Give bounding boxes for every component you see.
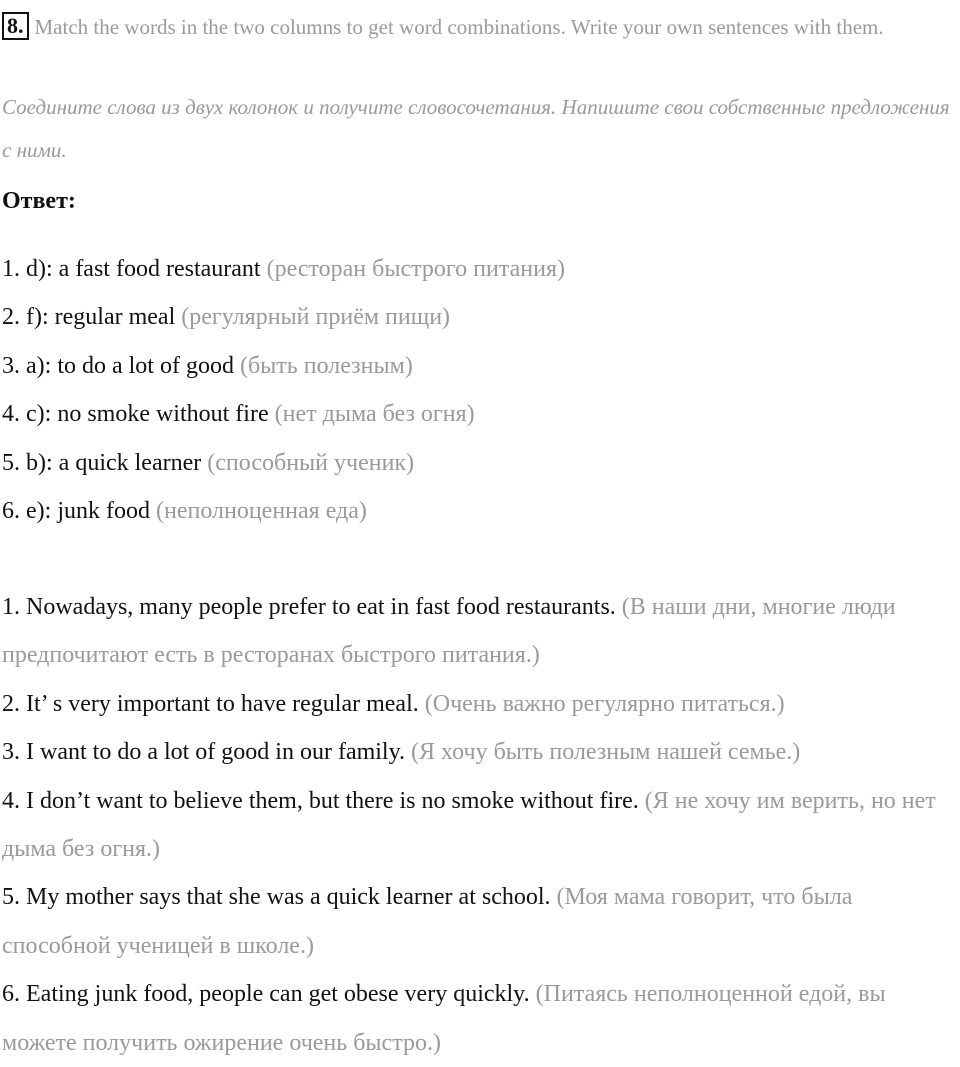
task-number: 8. <box>2 12 29 40</box>
sentence-en: 4. I don’t want to believe them, but there is no smoke without fire. <box>2 787 639 814</box>
sentence-en: 6. Eating junk food, people can get obese very quickly. <box>2 981 530 1008</box>
list-item <box>2 245 565 293</box>
sentence-en: 2. It’ s very important to have regular meal. <box>2 690 419 717</box>
match-list <box>2 245 565 535</box>
list-item <box>2 970 958 1067</box>
list-item <box>2 487 565 535</box>
match-en: 2. f): regular meal <box>2 304 176 331</box>
match-ru: (ресторан быстрого питания) <box>266 256 565 282</box>
match-ru: (способный ученик) <box>207 449 415 476</box>
list-item <box>2 439 565 487</box>
answer-label: Ответ: <box>2 188 76 214</box>
sentence-ru: (Я не хочу им верить, но нет дыма без огня.) <box>2 787 936 863</box>
sentence-ru: (В наши дни, многие люди предпочитают есть в ресторанах быстрого питания.) <box>2 594 896 669</box>
sentence-en: 1. Nowadays, many people prefer to eat in fast food restaurants. <box>2 594 616 620</box>
match-ru: (неполноценная еда) <box>155 498 367 525</box>
match-en: 4. c): no smoke without fire <box>2 401 269 428</box>
list-item <box>2 342 565 390</box>
sentence-en: 5. My mother says that she was a quick learner at school. <box>2 884 551 911</box>
list-item <box>2 390 565 438</box>
match-en: 5. b): a quick learner <box>2 449 202 476</box>
list-item <box>2 680 958 728</box>
match-ru: (нет дыма без огня) <box>274 401 475 428</box>
list-item <box>2 873 958 970</box>
match-ru: (регулярный приём пищи) <box>181 304 451 331</box>
task-instruction-en-text: Match the words in the two columns to get word combinations. Write your own sentences with them. <box>34 15 884 39</box>
match-en: 6. e): junk food <box>2 498 150 525</box>
task-instruction-en <box>2 4 958 50</box>
list-item <box>2 293 565 341</box>
sentence-ru: (Моя мама говорит, что была способной ученицей в школе.) <box>2 884 853 959</box>
sentence-list <box>2 583 958 1067</box>
sentence-ru: (Питаясь неполноценной едой, вы можете получить ожирение очень быстро.) <box>2 981 886 1056</box>
sentence-ru: (Я хочу быть полезным нашей семье.) <box>411 739 801 766</box>
match-ru: (быть полезным) <box>239 352 413 379</box>
task-instruction-ru: Соедините слова из двух колонок и получите словосочетания. Напишите свои собственные предложения с ними. <box>2 95 950 162</box>
list-item <box>2 777 958 874</box>
sentence-ru: (Очень важно регулярно питаться.) <box>424 690 785 717</box>
sentence-en: 3. I want to do a lot of good in our family. <box>2 739 406 766</box>
list-item <box>2 728 958 776</box>
list-item <box>2 583 958 680</box>
match-en: 1. d): a fast food restaurant <box>2 256 261 282</box>
match-en: 3. a): to do a lot of good <box>2 352 234 379</box>
